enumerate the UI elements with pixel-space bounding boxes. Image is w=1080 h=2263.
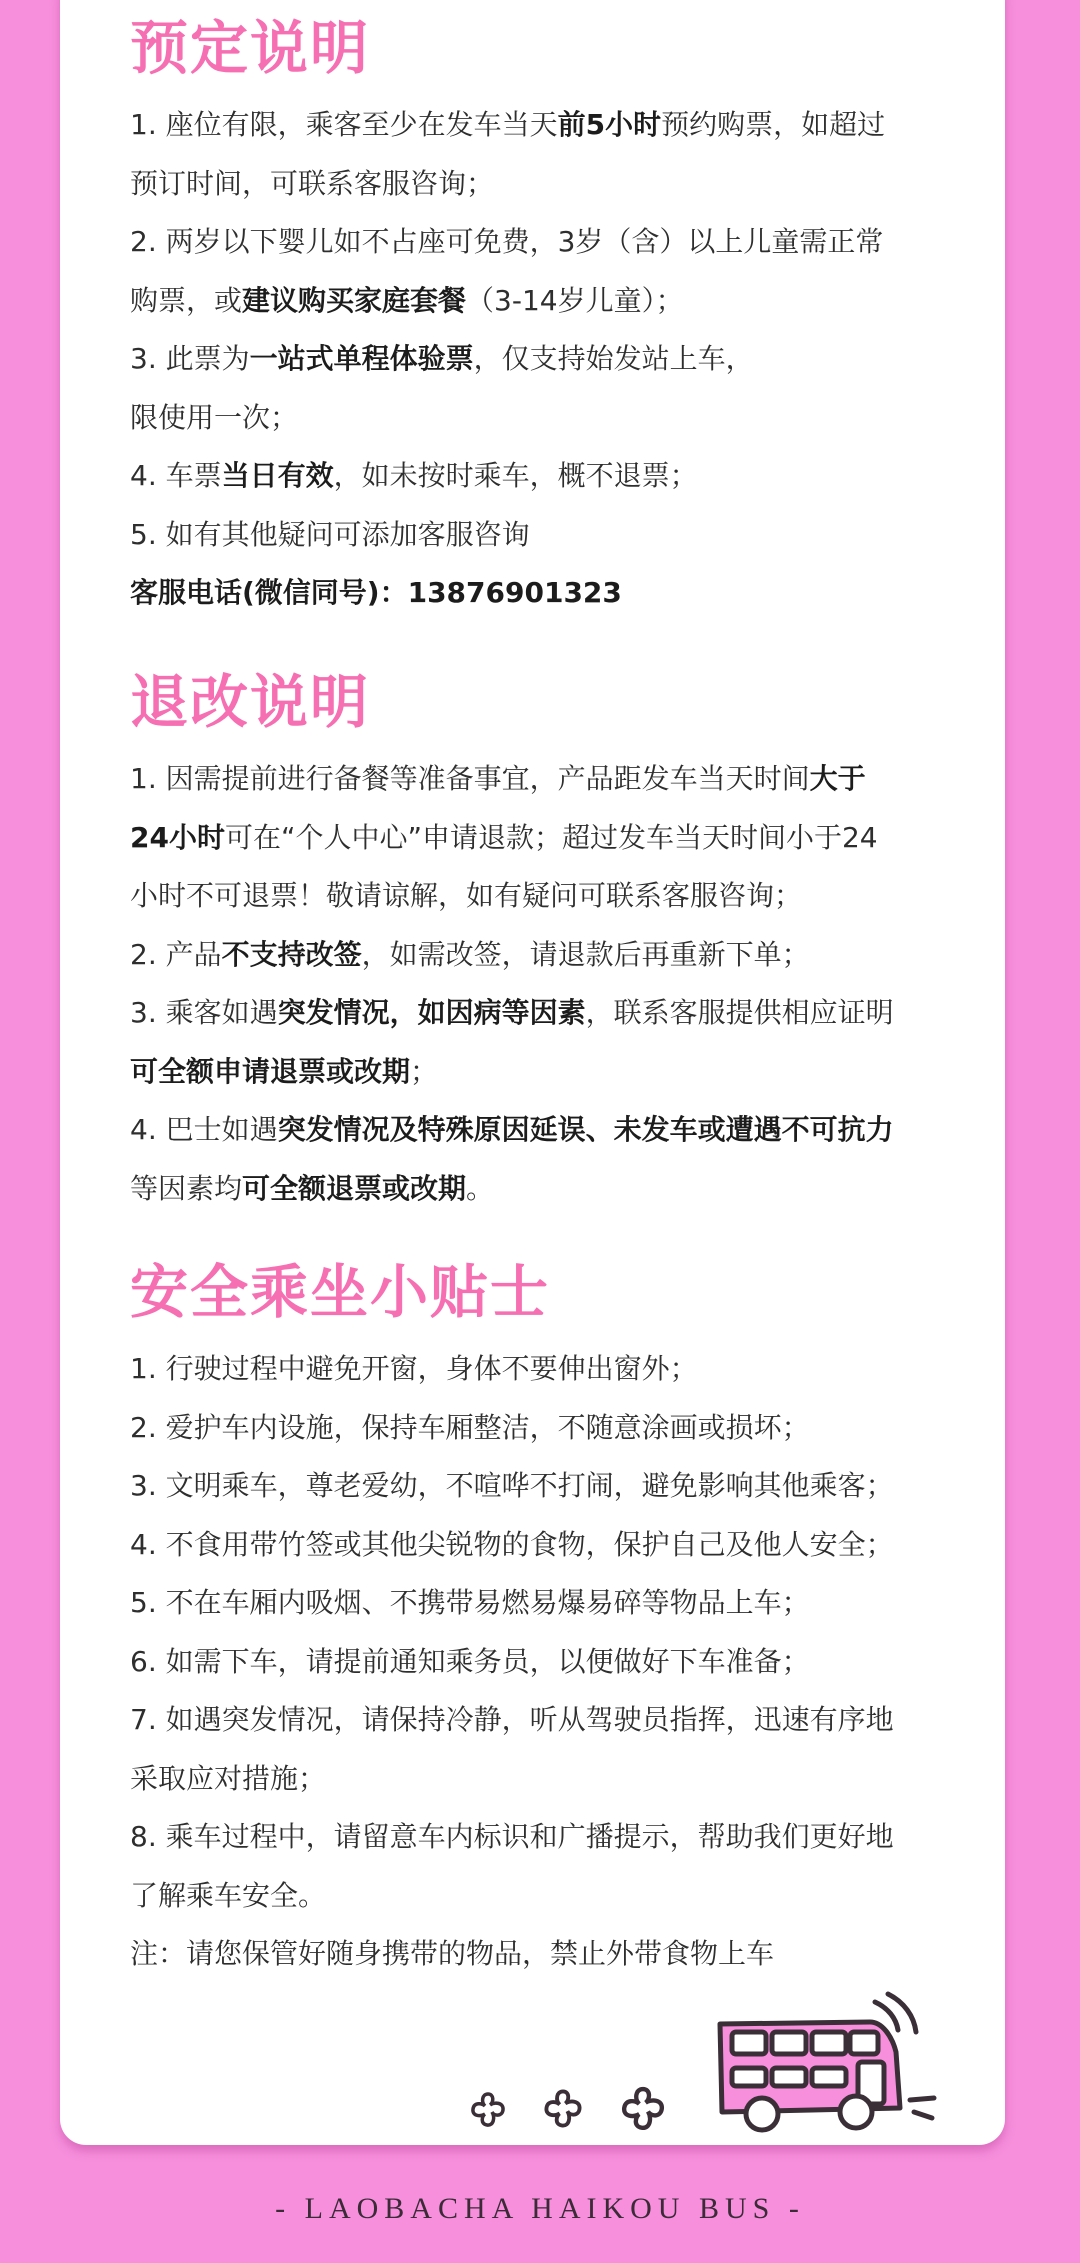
- text-run: 预订时间，可联系客服咨询；: [130, 166, 495, 200]
- text-run: 。: [466, 1171, 495, 1205]
- text-run: 3. 乘客如遇: [130, 996, 278, 1029]
- text-run: 购票，或: [130, 283, 243, 317]
- text-run: 预约购票，如超过: [661, 108, 886, 141]
- safety-tips-section: [130, 1252, 990, 1984]
- text-run: 3. 此票为: [130, 342, 250, 375]
- text-run: 5. 不在车厢内吸烟、不携带易燃易爆易碎等物品上车；: [130, 1586, 810, 1619]
- text-run: 1. 行驶过程中避免开窗，身体不要伸出窗外；: [130, 1352, 698, 1385]
- emphasized-text: 一站式单程体验票: [249, 342, 474, 375]
- text-run: ，仅支持始发站上车，: [473, 342, 754, 375]
- text-run: 限使用一次；: [130, 400, 299, 434]
- list-item: [130, 1101, 990, 1160]
- text-run: 7. 如遇突发情况，请保持冷静，听从驾驶员指挥，迅速有序地: [130, 1703, 894, 1736]
- list-item: [130, 1574, 990, 1633]
- text-run: 了解乘车安全。: [130, 1878, 327, 1912]
- double-decker-bus-icon: [710, 1990, 950, 2140]
- text-run: 小时不可退票！敬请谅解，如有疑问可联系客服咨询；: [130, 879, 803, 912]
- flower-icon: [541, 2087, 585, 2131]
- booking-notes-list: [130, 96, 990, 623]
- emphasized-text: 可全额退票或改期: [242, 1171, 467, 1205]
- text-run: ；: [410, 1054, 439, 1088]
- flower-icon: [618, 2084, 668, 2134]
- list-item: [130, 155, 990, 214]
- text-run: 1. 因需提前进行备餐等准备事宜，产品距发车当天时间: [130, 762, 810, 795]
- section-title: 退改说明: [130, 668, 371, 736]
- list-item: [130, 1160, 990, 1219]
- list-item: [130, 1808, 990, 1867]
- emphasized-text: 突发情况，如因病等因素: [277, 996, 586, 1029]
- list-item: [130, 1750, 990, 1809]
- text-run: ，如未按时乘车，概不退票；: [333, 459, 698, 492]
- list-item: [130, 1457, 990, 1516]
- section-title: 安全乘坐小贴士: [130, 1258, 551, 1326]
- text-run: 4. 车票: [130, 459, 222, 492]
- emphasized-text: 客服电话(微信同号)：13876901323: [130, 576, 622, 609]
- list-item: [130, 867, 990, 926]
- flower-icon: [468, 2090, 508, 2130]
- list-item: [130, 506, 990, 565]
- list-item: [130, 1867, 990, 1926]
- emphasized-text: 不支持改签: [221, 937, 362, 971]
- text-run: ，联系客服提供相应证明: [585, 996, 894, 1029]
- emphasized-text: 可全额申请退票或改期: [130, 1054, 411, 1088]
- list-item: [130, 1340, 990, 1399]
- list-item: [130, 1043, 990, 1102]
- refund-notes-section: [130, 662, 990, 1218]
- list-item: [130, 809, 990, 868]
- list-item: [130, 750, 990, 809]
- brand-footer: - LAOBACHA HAIKOU BUS -: [275, 2192, 805, 2225]
- list-item: [130, 1399, 990, 1458]
- list-item: [130, 1633, 990, 1692]
- text-run: 等因素均: [130, 1171, 243, 1205]
- text-run: 可在“个人中心”申请退款；超过发车当天时间小于24: [224, 820, 878, 854]
- text-run: 5. 如有其他疑问可添加客服咨询: [130, 517, 530, 551]
- emphasized-text: 建议购买家庭套餐: [242, 283, 467, 317]
- list-item: [130, 564, 990, 623]
- text-run: （3-14岁儿童）；: [466, 283, 684, 317]
- booking-notes-section: [130, 8, 990, 623]
- text-run: 3. 文明乘车，尊老爱幼，不喧哗不打闹，避免影响其他乘客；: [130, 1469, 894, 1502]
- list-item: [130, 926, 990, 985]
- text-run: 8. 乘车过程中，请留意车内标识和广播提示，帮助我们更好地: [130, 1820, 894, 1853]
- refund-notes-list: [130, 750, 990, 1218]
- text-run: 2. 产品: [130, 937, 222, 971]
- text-run: 2. 两岁以下婴儿如不占座可免费，3岁（含）以上儿童需正常: [130, 225, 884, 258]
- text-run: 4. 巴士如遇: [130, 1113, 278, 1146]
- list-item: [130, 389, 990, 448]
- emphasized-text: 前5小时: [557, 108, 662, 141]
- section-title: 预定说明: [130, 14, 371, 82]
- text-run: 6. 如需下车，请提前通知乘务员，以便做好下车准备；: [130, 1644, 810, 1678]
- emphasized-text: 突发情况及特殊原因延误、未发车或遭遇不可抗力: [277, 1113, 894, 1146]
- text-run: ，如需改签，请退款后再重新下单；: [361, 937, 810, 971]
- safety-tips-list: [130, 1340, 990, 1984]
- emphasized-text: 当日有效: [221, 459, 334, 492]
- list-item: [130, 96, 990, 155]
- emphasized-text: 24小时: [130, 820, 225, 854]
- list-item: [130, 330, 990, 389]
- list-item: [130, 447, 990, 506]
- list-item: [130, 984, 990, 1043]
- list-item: [130, 213, 990, 272]
- text-run: 4. 不食用带竹签或其他尖锐物的食物，保护自己及他人安全；: [130, 1527, 894, 1561]
- text-run: 2. 爱护车内设施，保持车厢整洁，不随意涂画或损坏；: [130, 1410, 810, 1444]
- text-run: 采取应对措施；: [130, 1761, 327, 1795]
- emphasized-text: 大于: [809, 762, 866, 795]
- text-run: 注：请您保管好随身携带的物品，禁止外带食物上车: [130, 1937, 775, 1970]
- list-item: [130, 1516, 990, 1575]
- list-item: [130, 1691, 990, 1750]
- list-item: [130, 1925, 990, 1984]
- text-run: 1. 座位有限，乘客至少在发车当天: [130, 108, 558, 141]
- list-item: [130, 272, 990, 331]
